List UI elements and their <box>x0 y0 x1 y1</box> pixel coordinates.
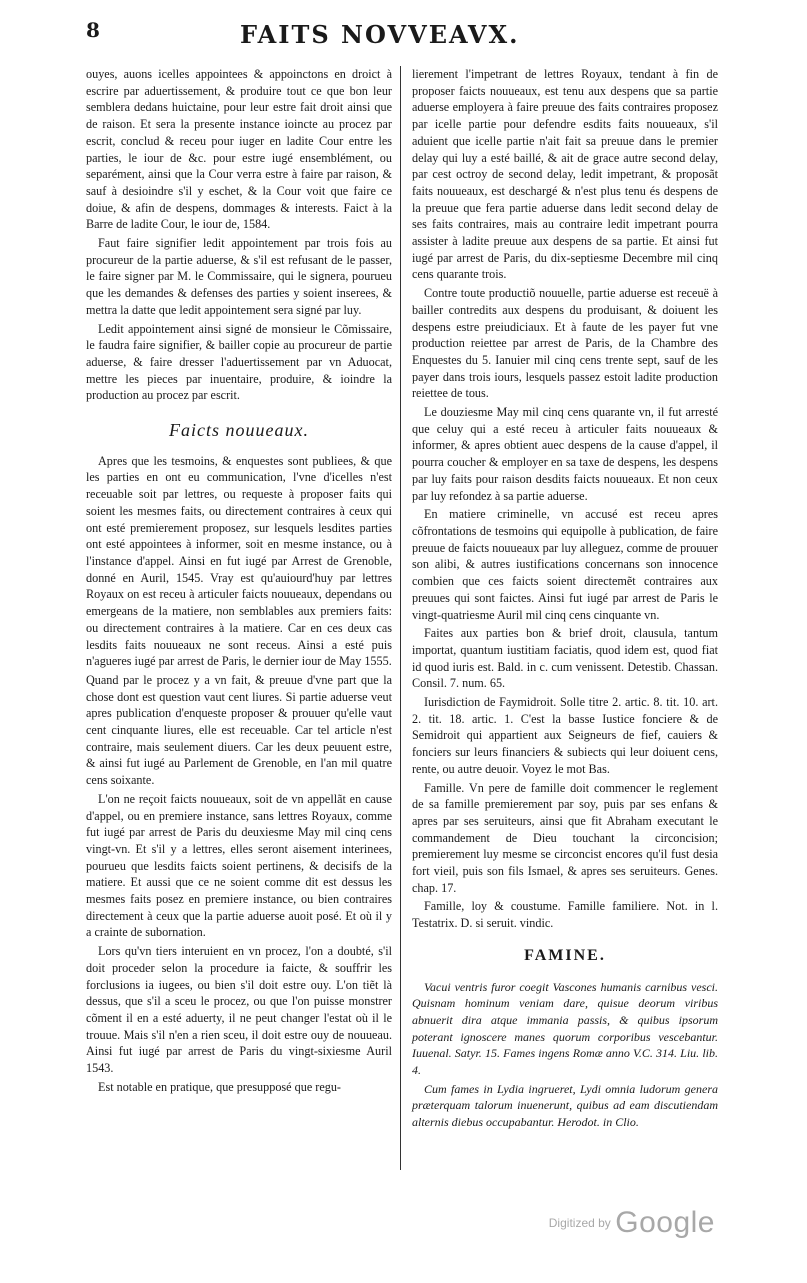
paragraph: En matiere criminelle, vn accusé est receu apres cõfrontations de tesmoins qui equipolle à publication, de faire preuue de faicts nouueaux par luy alleguez, comme de prouuer son alibi, & autres iustifications concernans son innocence combien que ces faicts soient directemẽt contraires aux preuues qui sont faictes. Ainsi fut iugé par arrest de Paris le vingt-quatriesme Auril mil cinq cens cinquante vn. <box>412 507 718 622</box>
paragraph: Famille, loy & coustume. Famille familiere. Not. in l. Testatrix. D. si seruit. vindic. <box>412 899 718 931</box>
paragraph: Lors qu'vn tiers interuient en vn procez, l'on a doubté, s'il doit proceder selon la procedure ia faicte, & souffrir les forclusions ia iugees, ou bien s'il doit estre ouy. L'on tiẽt là dessus, que s'il a sceu le procez, ou que l'on puisse monstrer cõment il en a esté aduerty, il ne peut changer l'estat où il le trouue. Mais s'il n'en a rien sceu, il doit estre ouy de nouueau. Ainsi fut iugé par arrest de Paris du vingt-sixiesme Auril 1543. <box>86 944 392 1076</box>
section-heading-famine: FAMINE. <box>524 946 606 964</box>
paragraph: Faites aux parties bon & brief droit, clausula, tantum importat, quantum iustitiam faciatis, quod idem est, quod fiat id quod iuris est. Bald. in c. cum venissent. Detestib. Chassan. Consil. 7. num. 65. <box>412 626 718 691</box>
paragraph: Famille. Vn pere de famille doit commencer le reglement de sa famille premierement par soy, puis par ses enfans & apres par ses seruiteurs, ainsi que fit Abraham executant le commandement de Dieu touchant la circoncision; premierement luy mesme se circoncist encores qu'il fust desia fort vieil, puis son fils Ismael, & apres ses seruiteurs. Genes. chap. 17. <box>412 780 718 895</box>
paragraph: Apres que les tesmoins, & enquestes sont publiees, & que les parties en ont eu communication, l'vne d'icelles n'est receuable soit par lettres, ou requeste à proposer faits qui soient les mesmes faits, ou directement contraires à ceux qui ont esté premierement proposez, sur lesquels lesdites parties ont esté appointees à informer, soit en mesme instance, ou à l'instance d'appel. Ainsi en fut iugé par Arrest de Grenoble, donné en Auril, 1545. Vray est qu'auiourd'huy par lettres Royaux on est receu à articuler faicts nouueaux, dependans ou emergeans de la matiere, non semblables aux premiers faits: ou directement contraires à la matiere. Car en ces deux cas lesdits faits nouueaux ne sont receus. Ainsi a esté puis n'agueres iugé par arrest de Paris, le dernier iour de May 1555. <box>86 453 392 669</box>
latin-quotation: Vacui ventris furor coegit Vascones humanis carnibus vesci. Quisnam hominum veniam dare, quisue deorum viribus abnuerit dira atque immania passis, & quibus ipsorum poterant ignoscere manes quorum corporibus vescebantur. Iuuenal. Satyr. 15. Fames ingens Romæ anno V.C. 314. Liu. lib. 4. <box>412 979 718 1078</box>
paragraph: Le douziesme May mil cinq cens quarante vn, il fut arresté que celuy qui a esté receu à articuler faits nouueaux & informer, & apres obtient auec despens de la cause d'appel, il pourra coucher & employer en sa taxe de despens, les despens par luy faits pour raison desdits faicts nouueaux. Et non ceux par luy refondez à sa partie aduerse. <box>412 405 718 503</box>
paragraph: Contre toute productiõ nouuelle, partie aduerse est receuë à bailler contredits aux despens du produisant, & doiuent les despens estre preiudiciaux. Et à faute de les payer fut vne production reiettee par arrest de Paris, de la Chambre des Enquestes du 5. Ianuier mil cinq cens trente sept, sauf de les payer dans trois iours, lesquels passez estoit ladite production reiettee de tous. <box>412 286 718 401</box>
paragraph: Iurisdiction de Faymidroit. Solle titre 2. artic. 8. tit. 10. art. 2. tit. 18. artic. 1. C'est la basse Iustice fonciere & de Semidroit qui appartient aux Seigneurs de fief, cauiers & fonciers sur leurs financiers & subiects qui leur doiuent cens, rente, ou autre deuoir. Voyez le mot Bas. <box>412 695 718 776</box>
paragraph: Quand par le procez y a vn fait, & preuue d'vne part que la chose dont est question vaut cent liures. Si partie aduerse veut apres publication d'enqueste proposer & prouuer qu'elle vaut cent cinquante liures, elle est receuable. Car tel article n'est contraire, mais seulement diuers. Car les deux peuuent estre, & ainsi fut iugé au Parlement de Grenoble, en l'an mil quatre cens soixante. <box>86 672 392 788</box>
latin-quotation: Cum fames in Lydia ingrueret, Lydi omnia ludorum genera præterquam talorum inuenerunt, quibus ad eam discutiendam alternis diebus occupabantur. Herodot. in Clio. <box>412 1081 718 1130</box>
column-divider <box>400 66 401 1170</box>
paragraph: L'on ne reçoit faicts nouueaux, soit de vn appellãt en cause d'appel, ou en premiere instance, sans lettres Royaux, comme fut iugé par arrest de Paris du deuxiesme May mil cinq cens vingt-vn. Et s'il y a lettres, elles seront aisement interinees, pourueu que lesdits faicts soient pertinens, & decisifs de la matiere. Et aussi que ce ne soient comme dit est dessus les mesmes faits posez en premiere instance, ou bien contraires directement à ceux que la partie aduerse auoit posé. Et où il y a crainte de subornation. <box>86 791 392 940</box>
paragraph: lierement l'impetrant de lettres Royaux, tendant à fin de proposer faicts nouueaux, est tenu aux despens que sa partie aduerse employera à faire preuue des faits contraires proposez par icelle partie pour defendre esdits faits nouueaux, s'il aduient que icelle partie n'ait fait sa preuue dans le premier delay qui luy a esté baillé, & ait de grace autre second delay, par cest octroy de second delay, ledit impetrant, & proposãt faits nouueaux, est deschargé & n'est plus tenu és despens de la preuue que fera partie aduerse dans ledit second delay de ses faits contraires, mais au contraire ledit impetrant pourra assister à ladite preuue aux despens de sa partie. Et ainsi fut iugé par arrest de Paris, du dix-septiesme Decembre mil cinq cens quarante trois. <box>412 67 718 282</box>
paragraph: Faut faire signifier ledit appointement par trois fois au procureur de la partie aduerse, & s'il est refusant de le passer, le faire signer par M. le Commissaire, qui le signera, pourueu que les demandes & defenses des parties y soient inserees, & mettra la datte que ledit appointement sera signé par luy. <box>86 236 392 317</box>
left-column <box>86 66 392 1097</box>
paragraph: Est notable en pratique, que presupposé que regu- <box>98 1079 341 1094</box>
page-number: 8 <box>86 18 100 42</box>
running-title: FAITS NOVVEAVX. <box>240 20 520 49</box>
section-heading-faicts-nouueaux: Faicts nouueaux. <box>169 420 309 441</box>
google-logo: Google <box>615 1206 715 1239</box>
right-column <box>412 66 718 1133</box>
watermark-prefix: Digitized by <box>548 1216 611 1230</box>
paragraph: ouyes, auons icelles appointees & appoinctons en droict à escrire par aduertissement, & produire tout ce que bon leur semblera dedans huictaine, pour leur estre fait droit ainsi que de raison. Et sera la presente instance ioincte au procez par escrit, conclud & receu pour iuger en ladite Cour entre les parties, le iour de &c. pour estre iugé ensemblément, ou separément, ainsi que la Cour verra estre à faire par raison, & sauf à desioindre s'il y eschet, & la Cour voit que faire ce doiue, & afin de despens, dommages & interests. Faict à la Barre de ladite Cour, le iour de, 1584. <box>86 67 392 232</box>
paragraph: Ledit appointement ainsi signé de monsieur le Cõmissaire, le faudra faire signifier, & bailler copie au procureur de partie aduerse, & faire dresser l'aduertissement par vn Aduocat, mettre les pieces par inuentaire, produire, & ioindre la production au procez par escrit. <box>86 321 392 403</box>
digitized-watermark <box>549 1206 715 1240</box>
